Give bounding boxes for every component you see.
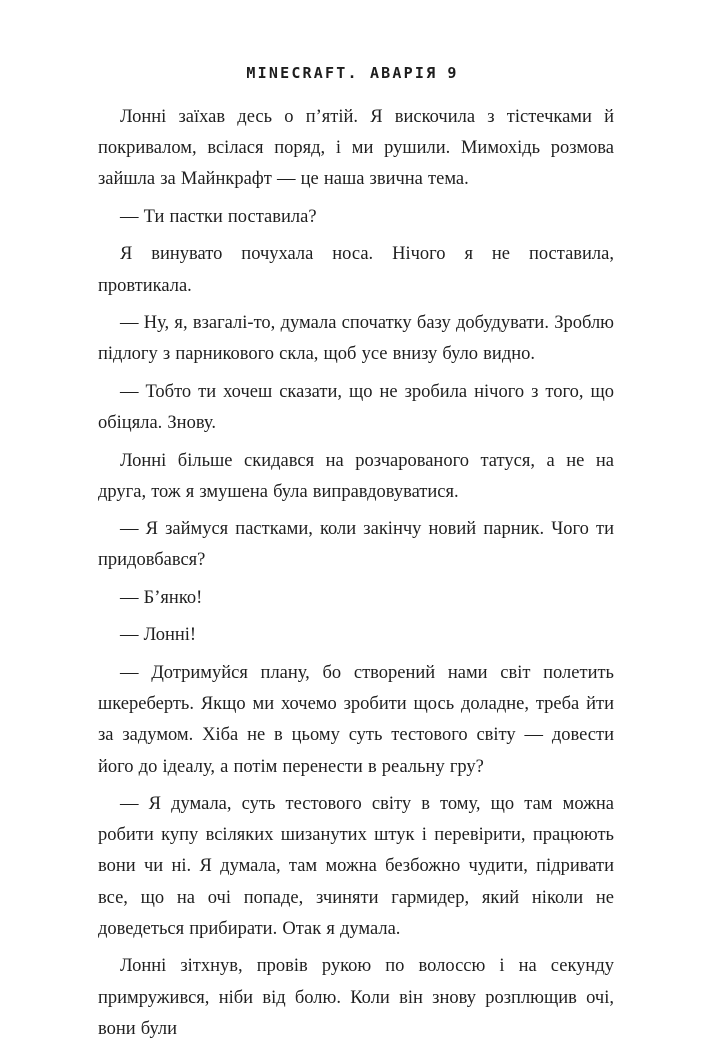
paragraph: Я винувато почухала носа. Нічого я не поставила, провтикала. bbox=[98, 244, 614, 296]
running-head bbox=[0, 64, 705, 82]
page-body bbox=[98, 102, 614, 1051]
paragraph: Лонні заїхав десь о п’ятій. Я вискочила з тістечками й покривалом, всілася поряд, і ми рушили. Мимохідь розмова зайшла за Майнкрафт — це наша звична тема. bbox=[98, 107, 614, 190]
paragraph: — Дотримуйся плану, бо створений нами світ полетить шкереберть. Якщо ми хочемо зробити щось доладне, треба йти за задумом. Хіба не в цьому суть тестового світу — довести його до ідеалу, а потім перенести в реальну гру? bbox=[98, 662, 614, 777]
page-number: 9 bbox=[447, 64, 459, 82]
paragraph: — Б’янко! bbox=[120, 587, 203, 608]
paragraph: Лонні зітхнув, провів рукою по волоссю і на секунду примружився, ніби від болю. Коли він знову розплющив очі, вони були bbox=[98, 956, 614, 1039]
paragraph: — Тобто ти хочеш сказати, що не зробила нічого з того, що обіцяла. Знову. bbox=[98, 381, 614, 434]
paragraph: — Ти пастки поставила? bbox=[120, 206, 317, 227]
paragraph: — Ну, я, взагалі-то, думала спочатку базу добудувати. Зроблю підлогу з парникового скла, щоб усе внизу було видно. bbox=[98, 313, 614, 365]
paragraph: — Я думала, суть тестового світу в тому, що там можна робити купу всіляких шизанутих штук і перевірити, працюють вони чи ні. Я думала, там можна безбожно чудити, підривати все, що на очі попаде, зчиняти гармидер, який ніколи не доведеться прибирати. Отак я думала. bbox=[98, 794, 614, 939]
book-title: MINECRAFT. АВАРІЯ bbox=[246, 64, 438, 82]
paragraph: — Лонні! bbox=[120, 625, 197, 646]
paragraph: Лонні більше скидався на розчарованого татуся, а не на друга, тож я змушена була виправдовуватися. bbox=[98, 450, 614, 502]
paragraph: — Я займуся пастками, коли закінчу новий парник. Чого ти придовбався? bbox=[98, 519, 614, 571]
